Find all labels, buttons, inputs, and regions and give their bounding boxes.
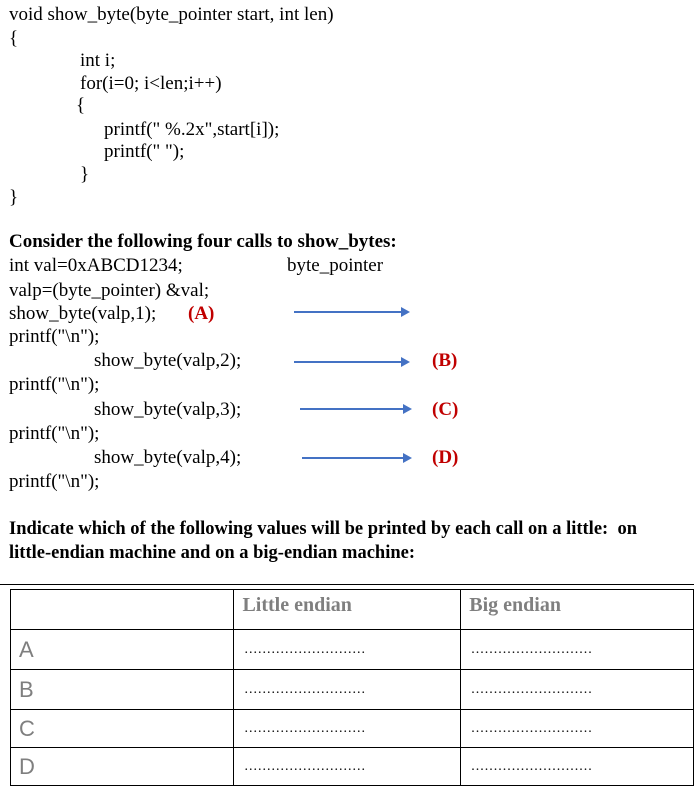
answer-cell-little[interactable]: ........................... <box>234 748 461 786</box>
table-row <box>11 710 694 748</box>
code-inner-close: } <box>80 164 90 185</box>
code-printf-2: printf(" "); <box>104 141 185 162</box>
answer-table <box>10 589 694 786</box>
newline-4: printf("\n"); <box>9 471 100 492</box>
question-line-2: little-endian machine and on a big-endian machine: <box>9 543 416 563</box>
newline-1: printf("\n"); <box>9 326 100 347</box>
row-label: A <box>11 630 234 670</box>
call-d: show_byte(valp,4); <box>94 447 242 468</box>
call-a: show_byte(valp,1); <box>9 303 157 324</box>
header-big-endian: Big endian <box>461 590 694 630</box>
code-for-line: for(i=0; i<len;i++) <box>80 73 222 94</box>
calls-heading: Consider the following four calls to show_bytes: <box>9 231 397 252</box>
call-b: show_byte(valp,2); <box>94 350 242 371</box>
header-empty <box>11 590 234 630</box>
call-c: show_byte(valp,3); <box>94 399 242 420</box>
table-row <box>11 670 694 710</box>
answer-cell-little[interactable]: ........................... <box>234 710 461 748</box>
label-d: (D) <box>432 447 459 468</box>
answer-cell-big[interactable]: ........................... <box>461 630 694 670</box>
row-label: B <box>11 670 234 710</box>
answer-cell-big[interactable]: ........................... <box>461 748 694 786</box>
header-little-endian: Little endian <box>234 590 461 630</box>
question-line-1: Indicate which of the following values will be printed by each call on a little: on <box>9 519 637 539</box>
code-open-brace: { <box>9 28 19 49</box>
code-signature: void show_byte(byte_pointer start, int len) <box>9 4 334 25</box>
table-row <box>11 748 694 786</box>
calls-line-2: valp=(byte_pointer) &val; <box>9 280 210 301</box>
arrow-a-icon <box>294 311 408 313</box>
code-decl: int i; <box>80 50 116 71</box>
arrow-d-icon <box>302 457 410 459</box>
code-inner-open: { <box>76 95 86 116</box>
row-label: C <box>11 710 234 748</box>
answer-cell-big[interactable]: ........................... <box>461 670 694 710</box>
arrow-b-icon <box>294 361 408 363</box>
table-header-row <box>11 590 694 630</box>
divider <box>0 584 694 585</box>
code-close-brace: } <box>9 187 19 208</box>
calls-line-1-right: byte_pointer <box>287 255 384 276</box>
label-c: (C) <box>432 399 459 420</box>
newline-3: printf("\n"); <box>9 423 100 444</box>
label-b: (B) <box>432 350 458 371</box>
newline-2: printf("\n"); <box>9 374 100 395</box>
answer-cell-big[interactable]: ........................... <box>461 710 694 748</box>
answer-cell-little[interactable]: ........................... <box>234 670 461 710</box>
calls-line-1: int val=0xABCD1234; <box>9 255 183 276</box>
arrow-c-icon <box>300 408 410 410</box>
table-row <box>11 630 694 670</box>
answer-cell-little[interactable]: ........................... <box>234 630 461 670</box>
code-printf-1: printf(" %.2x",start[i]); <box>104 119 280 140</box>
label-a: (A) <box>188 303 215 324</box>
row-label: D <box>11 748 234 786</box>
